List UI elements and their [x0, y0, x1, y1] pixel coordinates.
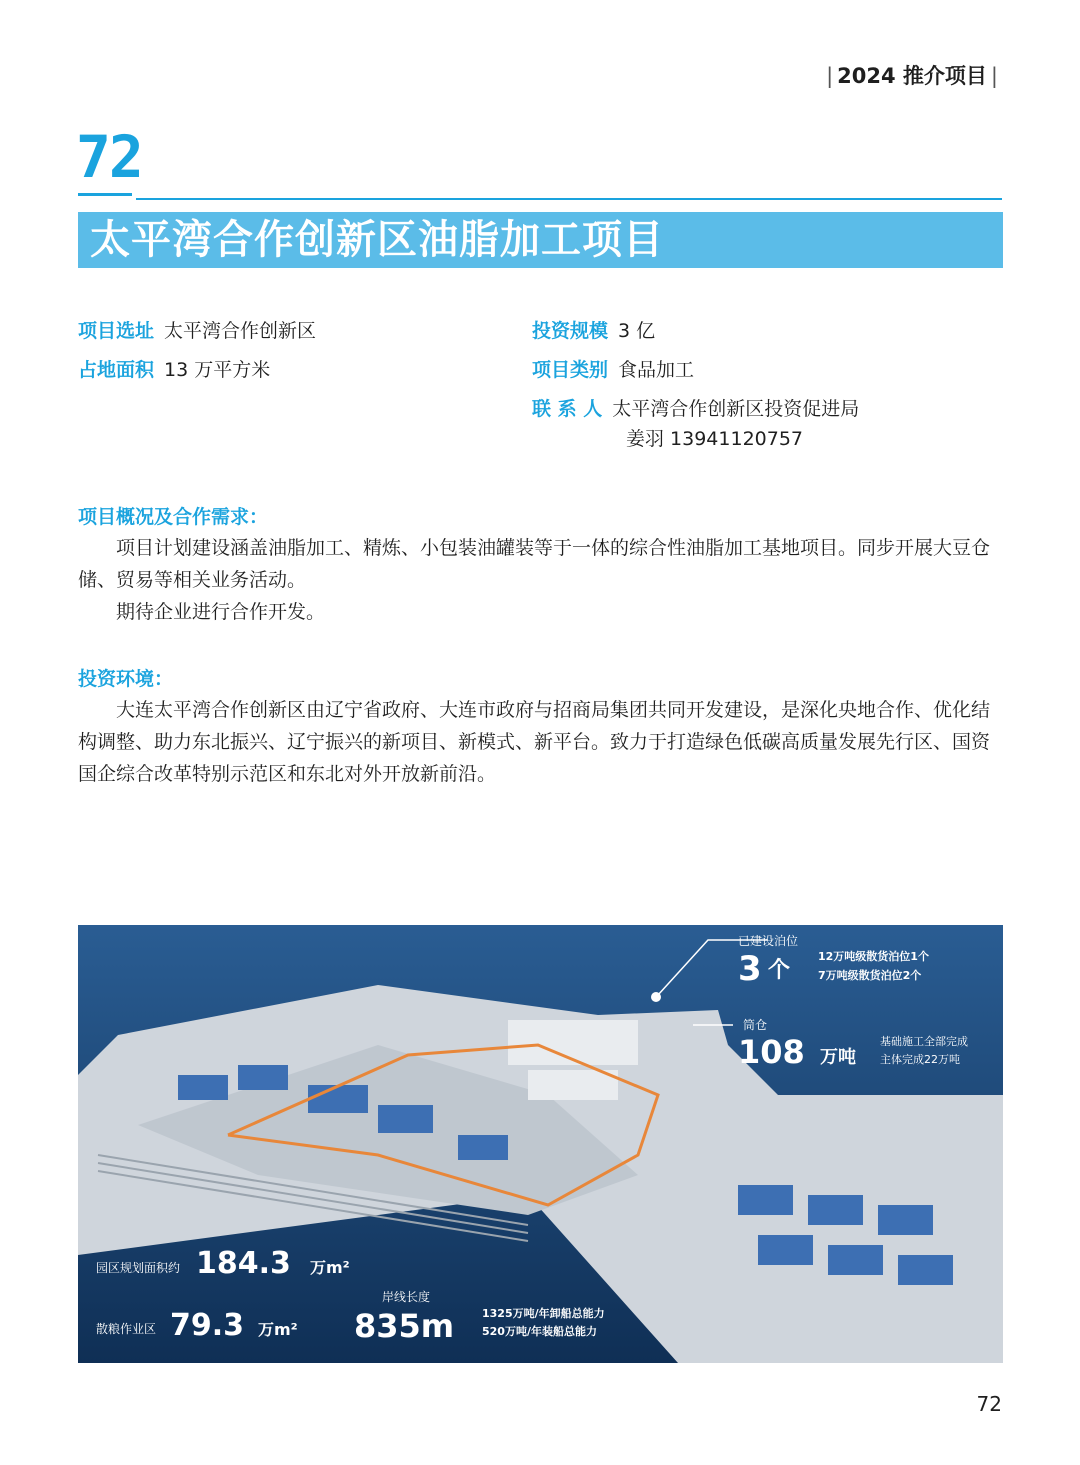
grain-label: 散粮作业区	[96, 1322, 157, 1336]
shore-label: 岸线长度	[382, 1290, 431, 1304]
park-value: 184.3	[196, 1246, 291, 1281]
grain-unit: 万m²	[258, 1320, 298, 1339]
port-aerial-image	[78, 925, 1003, 1363]
page-number: 72	[976, 1392, 1002, 1416]
contact-org: 太平湾合作创新区投资促进局	[612, 398, 860, 420]
berth-detail-1: 12万吨级散货泊位1个	[818, 950, 929, 963]
number-underline	[78, 193, 132, 196]
silo-detail-1: 基础施工全部完成	[880, 1035, 968, 1048]
overview-heading: 项目概况及合作需求：	[78, 506, 269, 528]
header-tag	[822, 60, 1002, 90]
berth-detail-2: 7万吨级散货泊位2个	[818, 969, 922, 982]
shore-value: 835m	[354, 1307, 455, 1345]
shore-detail-2: 520万吨/年装船总能力	[482, 1325, 597, 1338]
silo-label: 筒仓	[743, 1018, 768, 1032]
silo-value: 108	[738, 1033, 805, 1071]
divider: |	[826, 64, 834, 88]
info-label: 项目类别	[532, 359, 609, 381]
info-contact	[532, 395, 859, 424]
info-label: 项目选址	[78, 320, 155, 342]
title-rule	[136, 198, 1002, 200]
info-value: 13 万平方米	[164, 359, 271, 381]
divider: |	[990, 64, 998, 88]
project-title: 太平湾合作创新区油脂加工项目	[78, 212, 1003, 268]
info-label: 占地面积	[78, 359, 155, 381]
berth-value: 3	[738, 949, 762, 989]
info-investment	[532, 317, 655, 346]
info-value: 食品加工	[618, 359, 695, 381]
header-tag-text: 2024 推介项目	[837, 64, 987, 88]
park-label: 园区规划面积约	[96, 1261, 181, 1275]
project-number: 72	[76, 123, 142, 191]
info-location	[78, 317, 316, 346]
overview-paragraph-1: 项目计划建设涵盖油脂加工、精炼、小包装油罐装等于一体的综合性油脂加工基地项目。同步开展大豆仓储、贸易等相关业务活动。	[78, 537, 991, 591]
berth-unit: 个	[768, 958, 791, 983]
berth-label: 已建设泊位	[738, 934, 799, 948]
environment-paragraph: 大连太平湾合作创新区由辽宁省政府、大连市政府与招商局集团共同开发建设，是深化央地合作、优化结构调整、助力东北振兴、辽宁振兴的新项目、新模式、新平台。致力于打造绿色低碳高质量发展先行区、国资国企综合改革特别示范区和东北对外开放新前沿。	[78, 699, 991, 785]
berth-marker	[651, 992, 661, 1002]
shore-detail-1: 1325万吨/年卸船总能力	[482, 1307, 605, 1320]
park-unit: 万m²	[310, 1258, 350, 1277]
info-value: 太平湾合作创新区	[164, 320, 317, 342]
port-illustration	[78, 925, 1003, 1363]
info-label: 投资规模	[532, 320, 609, 342]
info-category	[532, 356, 694, 385]
info-label: 联 系 人	[532, 398, 603, 420]
silo-unit: 万吨	[820, 1047, 856, 1068]
info-area	[78, 356, 270, 385]
environment-heading: 投资环境：	[78, 668, 174, 690]
silo-detail-2: 主体完成22万吨	[880, 1053, 960, 1066]
grain-value: 79.3	[170, 1308, 245, 1343]
contact-person: 姜羽 13941120757	[626, 428, 804, 450]
overview-paragraph-2: 期待企业进行合作开发。	[116, 601, 326, 623]
info-value: 3 亿	[618, 320, 656, 342]
